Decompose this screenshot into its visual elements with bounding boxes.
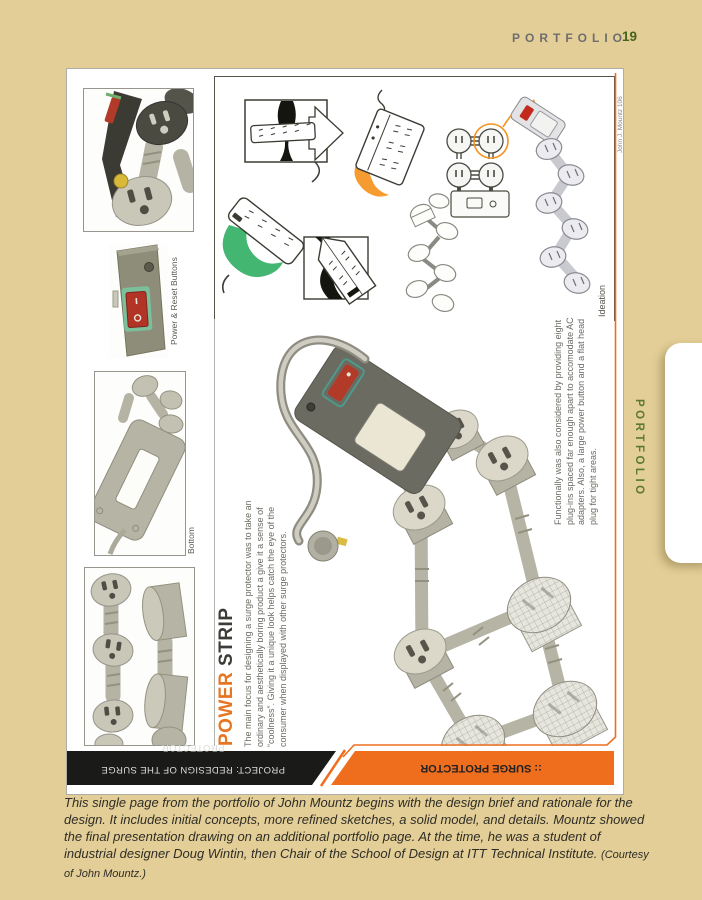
caption-text: This single page from the portfolio of John Mountz begins with the design brief and rationale for the design. It includes initial concepts, more refined sketches, a solid model, and details. Mountz showed the final presentation drawing on an additional portfolio page. At the time, he was a student of industrial designer Doug Wintin, then Chair of the School of Design at ITT Technical Institute. <box>64 795 645 861</box>
design-brief-text: The main focus for designing a surge protector was to take an ordinary and aesthetically boring product a give it a sense of “coolness”. Giving it a unique look helps catch the eye of the consumer when displayed with other surge protectors. <box>243 500 288 747</box>
project-title-rest: STRIP <box>216 607 237 672</box>
caption-courtesy: (Courtesy of John Mountz.) <box>64 849 649 880</box>
bottom-view-label: Bottom <box>186 527 196 554</box>
footer-bars-and-frame <box>67 69 623 794</box>
artwork-credit: John J. Mountz 106 <box>617 96 624 153</box>
section-thumb-tab <box>665 343 702 563</box>
portfolio-scan <box>66 68 624 795</box>
product-bar-label: :: SURGE PROTECTOR <box>420 762 542 774</box>
figure-caption <box>64 794 652 883</box>
page-number: 19 <box>622 29 638 44</box>
functionality-text: Functionally was also considered by providing eight plug-ins spaced far enough apart to accomodate AC adapters. Also, a large power button and a flat head plug for tight areas. <box>553 317 598 525</box>
project-bar-label: PROJECT: REDESIGN OF THE SURGE PROTECTOR <box>101 742 285 775</box>
side-tab-label: PORTFOLIO <box>633 399 645 498</box>
running-header-title: PORTFOLIO <box>512 31 627 45</box>
ideation-label: Ideation <box>597 284 607 317</box>
power-reset-label: Power & Reset Buttons <box>169 257 179 345</box>
project-title-accent: POWER <box>216 671 237 746</box>
